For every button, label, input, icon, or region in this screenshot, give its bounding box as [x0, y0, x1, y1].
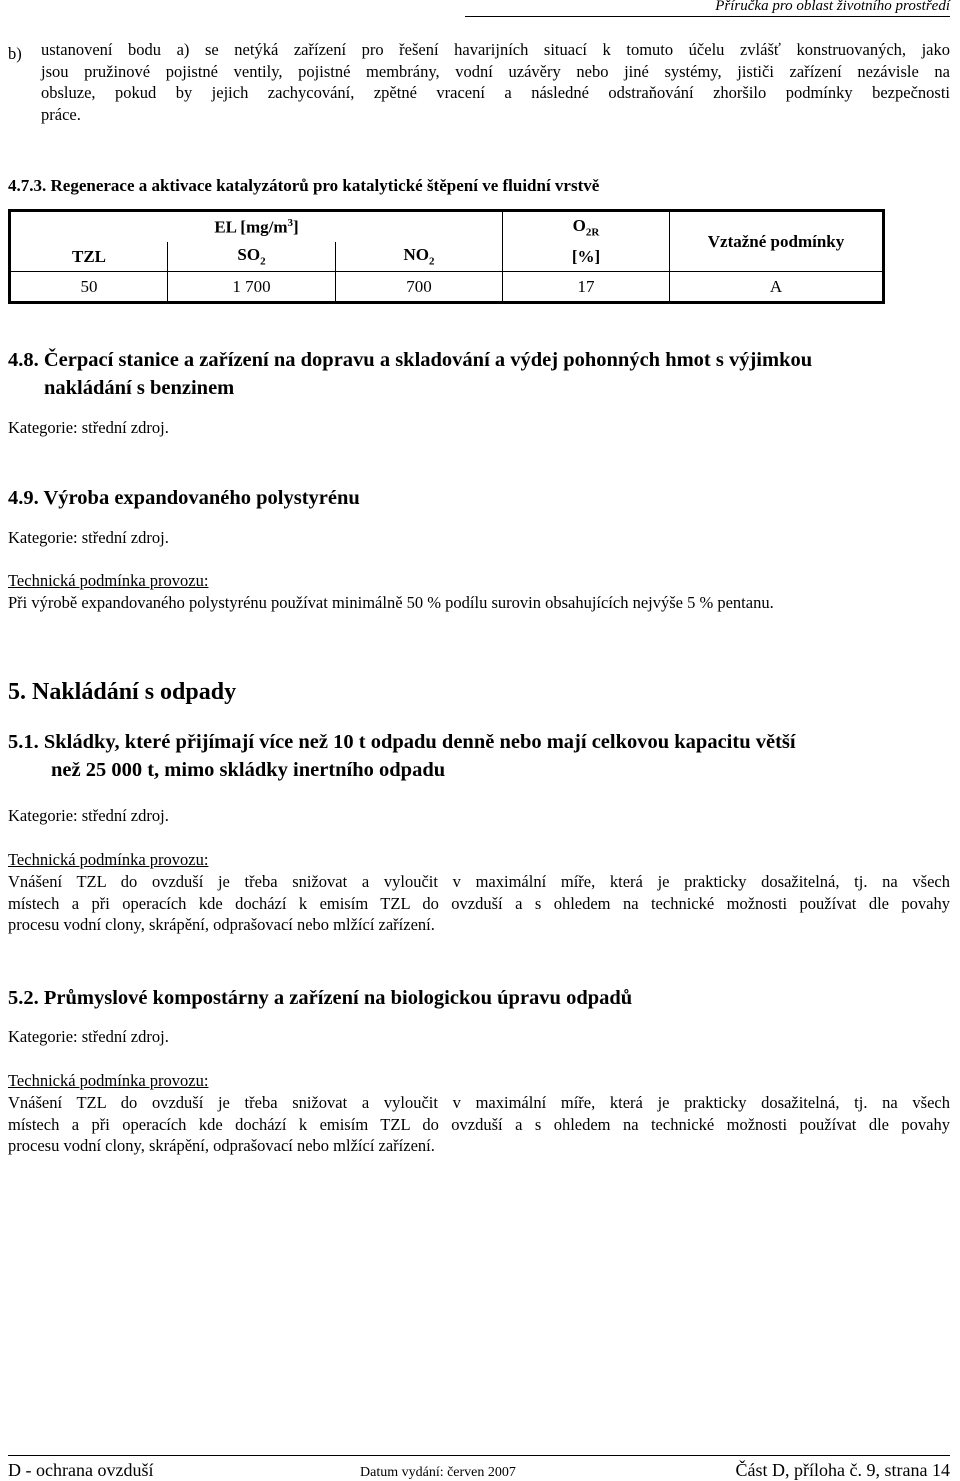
tech-condition-label: Technická podmínka provozu: — [8, 1071, 209, 1090]
tech-condition-label: Technická podmínka provozu: — [8, 850, 209, 869]
footer-left: D - ochrana ovzduší — [8, 1460, 154, 1480]
emission-limits-table — [8, 209, 885, 304]
page-header — [465, 0, 950, 17]
chapter-heading-5: 5. Nakládání s odpady — [8, 679, 237, 705]
section-heading-5-1: 5.1. Skládky, které přijímají více než 10 t odpadu denně nebo mají celkovou kapacitu větší než 25 000 t, mimo skládky inertního odpadu — [8, 731, 796, 781]
table-cell: 17 — [503, 272, 670, 303]
category-text: Kategorie: střední zdroj. — [8, 418, 169, 437]
intro-line: práce. — [41, 104, 81, 124]
intro-line: ustanovení bodu a) se netýká zařízení pro řešení havarijních situací k tomuto účelu zvlášť konstruovaných, jako — [41, 40, 950, 59]
section-heading-4-7-3: 4.7.3. Regenerace a aktivace katalyzátorů pro katalytické štěpení ve fluidní vrstvě — [8, 176, 600, 195]
footer-date: Datum vydání: červen 2007 — [360, 1465, 516, 1480]
intro-marker: b) — [8, 44, 22, 63]
tech-condition-label: Technická podmínka provozu: — [8, 571, 209, 590]
no2-header: $NO_2$ — [336, 242, 503, 272]
page-footer — [8, 1455, 950, 1480]
table-cell: 1 700 — [168, 272, 336, 303]
tzl-header: TZL — [10, 242, 168, 272]
section-heading-5-2: 5.2. Průmyslové kompostárny a zařízení na biologickou úpravu odpadů — [8, 987, 633, 1009]
o2r-header: $O_{2R}$ — [503, 211, 670, 243]
header-title: Příručka pro oblast životního prostředí — [715, 0, 950, 14]
reference-conditions-header: Vztažné podmínky — [670, 211, 884, 272]
tech-condition-paragraph: Vnášení TZL do ovzduší je třeba snižovat a vyloučit v maximální míře, která je prakticky dosažitelná, tj. na všech místech a při operacích kde dochází k emisím TZL do ovzduší a s ohledem na technické možnosti používat dle povahy procesu vodní clony, skrápění, odprašovací nebo mlžící zařízení. — [8, 872, 950, 934]
section-heading-4-9: 4.9. Výroba expandovaného polystyrénu — [8, 487, 360, 509]
intro-paragraph — [41, 39, 950, 125]
table-cell: 700 — [336, 272, 503, 303]
intro-line: jsou pružinové pojistné ventily, pojistné membrány, vodní uzávěry nebo jiné systémy, jističi zařízení nezávisle na — [41, 61, 950, 81]
el-header: EL $[mg/m^3]$ — [10, 211, 503, 243]
category-text: Kategorie: střední zdroj. — [8, 528, 169, 547]
table-cell: A — [670, 272, 884, 303]
section-heading-4-8: 4.8. Čerpací stanice a zařízení na dopravu a skladování a výdej pohonných hmot s výjimkou nakládání s benzinem — [8, 349, 813, 399]
category-text: Kategorie: střední zdroj. — [8, 806, 169, 825]
table-cell: 50 — [10, 272, 168, 303]
o2r-unit-header: [%] — [503, 242, 670, 272]
so2-header: $SO_2$ — [168, 242, 336, 272]
category-text: Kategorie: střední zdroj. — [8, 1027, 169, 1046]
tech-condition-text: Při výrobě expandovaného polystyrénu používat minimálně 50 % podílu surovin obsahujících nejvýše 5 % pentanu. — [8, 593, 774, 612]
tech-condition-paragraph: Vnášení TZL do ovzduší je třeba snižovat a vyloučit v maximální míře, která je prakticky dosažitelná, tj. na všech místech a při operacích kde dochází k emisím TZL do ovzduší a s ohledem na technické možnosti používat dle povahy procesu vodní clony, skrápění, odprašovací nebo mlžící zařízení. — [8, 1093, 950, 1155]
footer-page: Část D, příloha č. 9, strana 14 — [735, 1460, 950, 1480]
intro-line: obsluze, pokud by jejich zachycování, zpětné vracení a následné odstraňování zhoršilo podmínky bezpečnosti — [41, 83, 950, 102]
